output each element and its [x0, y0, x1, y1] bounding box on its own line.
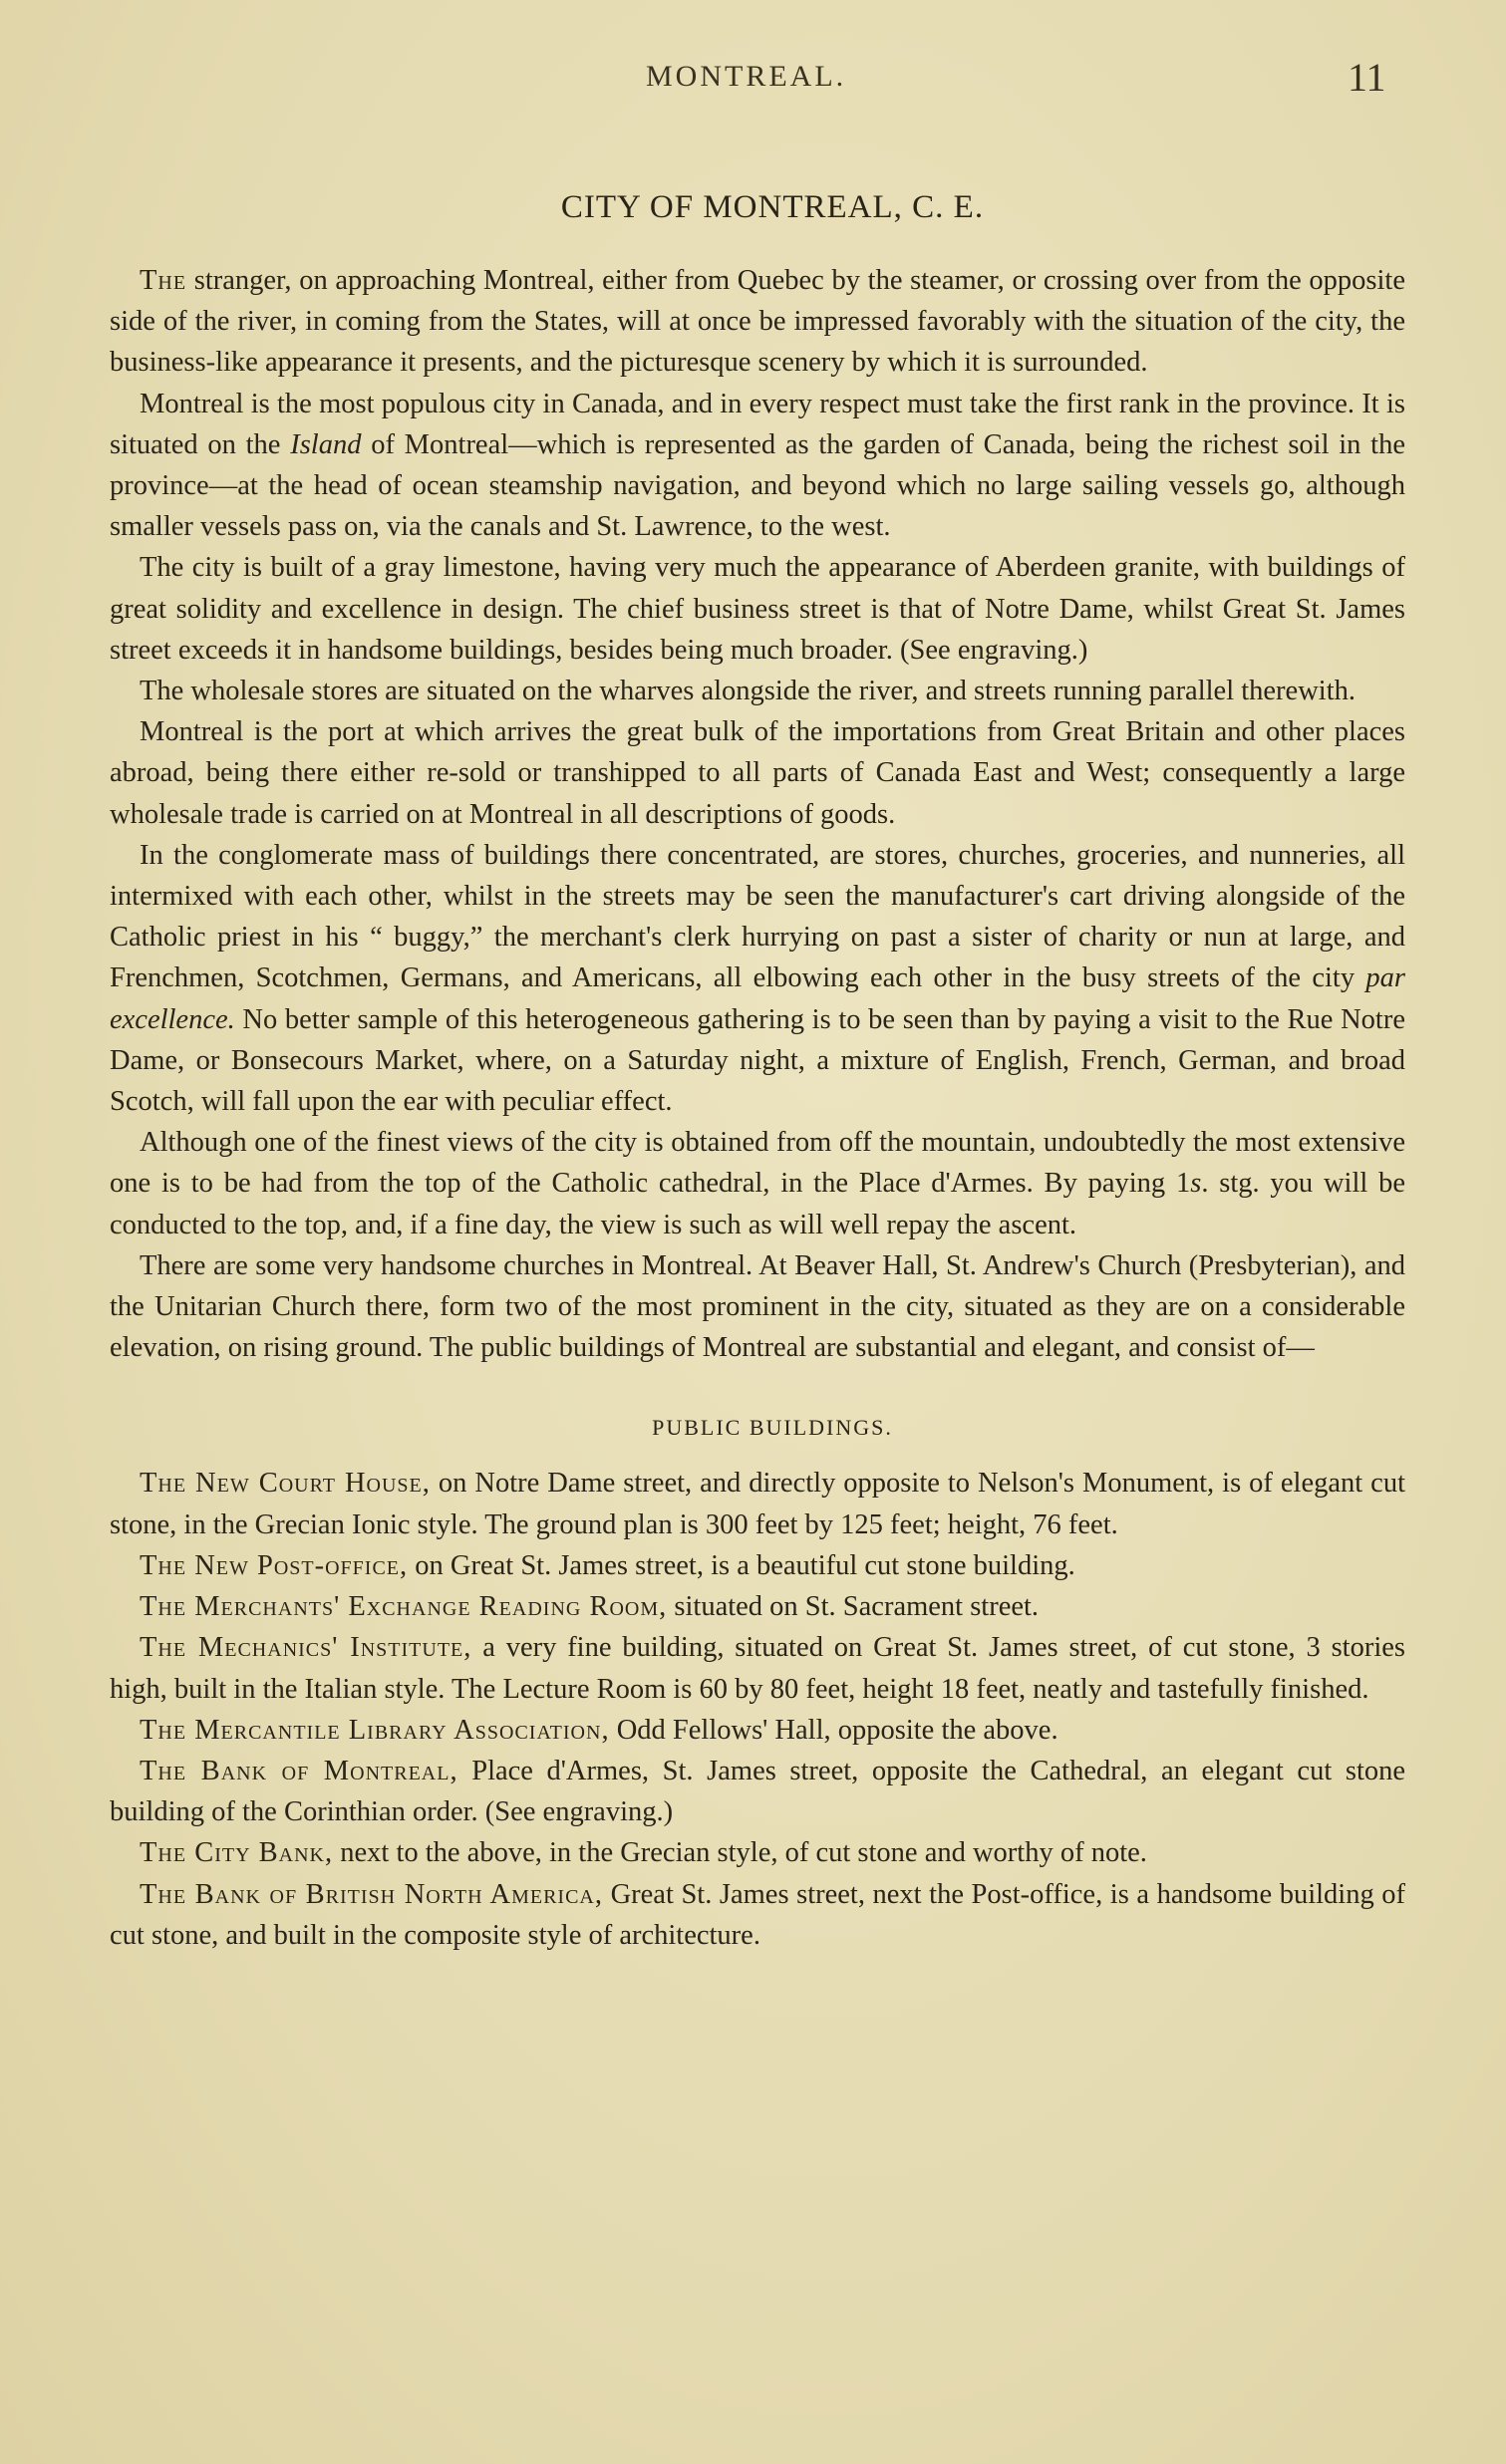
paragraph — [110, 384, 1405, 548]
building-entry — [110, 1627, 1405, 1709]
paragraph-emphasis: s — [1190, 1168, 1202, 1200]
building-name: The Mechanics' Institute, — [140, 1632, 472, 1664]
paragraph: There are some very handsome churches in Montreal. At Beaver Hall, St. Andrew's Church (Presbyterian), and the Unitarian Church there, form two of the most prominent in the city, situated as they are on a considerable elevation, on rising ground. The public buildings of Montreal are substantial and elegant, and consist of— — [110, 1249, 1405, 1364]
building-description: on Notre Dame street, and directly opposite to Nelson's Monument, is of elegant cut stone, in the Grecian Ionic style. The ground plan is 300 feet by 125 feet; height, 76 feet. — [110, 1468, 1405, 1540]
building-description: on Great St. James street, is a beautiful cut stone building. — [408, 1549, 1075, 1581]
paragraph — [110, 835, 1405, 1122]
building-description: a very fine building, situated on Great St. James street, of cut stone, 3 stories high, built in the Italian style. The Lecture Room is 60 by 80 feet, height 18 feet, neatly and tastefully finished. — [110, 1632, 1405, 1705]
paragraph-text: In the conglomerate mass of buildings there concentrated, are stores, churches, groceries, and nunneries, all intermixed with each other, whilst in the streets may be seen the manufacturer's cart driving alongside of the Catholic priest in his “ buggy,” the merchant's clerk hurrying on past a sister of charity or nun at large, and Frenchmen, Scotchmen, Germans, and Americans, all elbowing each other in the busy streets of the city — [110, 839, 1405, 994]
building-description: Great St. James street, next the Post-office, is a handsome building of cut stone, and built in the composite style of architecture. — [110, 1878, 1406, 1951]
paragraph-text: Although one of the finest views of the city is obtained from off the mountain, undoubtedly the most extensive one is to be had from the top of the Catholic cathedral, in the Place d'Armes. By paying 1 — [110, 1127, 1405, 1200]
paragraph: Montreal is the port at which arrives the great bulk of the importations from Great Britain and other places abroad, being there either re-sold or transhipped to all parts of Canada East and West; consequently a large wholesale trade is carried on at Montreal in all descriptions of goods. — [110, 716, 1405, 830]
running-head — [0, 55, 1506, 100]
building-name: The Merchants' Exchange Reading Room, — [140, 1591, 668, 1623]
paragraph: The wholesale stores are situated on the wharves alongside the river, and streets running parallel therewith. — [140, 676, 1355, 707]
chapter-title: CITY OF MONTREAL, C. E. — [560, 189, 985, 225]
section-title: PUBLIC BUILDINGS. — [652, 1415, 893, 1441]
paragraph-text: . stg. you will be conducted to the top, and, if a fine day, the view is such as will well repay the ascent. — [110, 1168, 1405, 1240]
building-name: The New Post-office, — [140, 1549, 409, 1581]
building-name: The Bank of British North America, — [140, 1878, 604, 1910]
paragraph: The city is built of a gray limestone, having very much the appearance of Aberdeen granite, with buildings of great solidity and excellence in design. The chief business street is that of Notre Dame, whilst Great St. James street exceeds it in handsome buildings, besides being much broader. (See engraving.) — [110, 552, 1405, 666]
building-entry — [110, 1832, 1405, 1873]
page-body — [110, 189, 1405, 1956]
paragraph-text: Montreal is the most populous city in Canada, and in every respect must take the first rank in the province. It is situated on the — [110, 388, 1405, 460]
building-name: The City Bank, — [140, 1837, 334, 1869]
building-entry — [110, 1545, 1405, 1586]
paragraph-emphasis: par excellence. — [110, 962, 1405, 1035]
building-name: The Mercantile Library Association, — [140, 1714, 610, 1746]
building-entry — [110, 1710, 1405, 1751]
building-entry — [110, 1586, 1405, 1627]
building-entry — [110, 1751, 1405, 1832]
paragraph-text: of Montreal—which is represented as the garden of Canada, being the richest soil in the province—at the head of ocean steamship navigation, and beyond which no large sailing vessels go, although smaller vessels pass on, via the canals and St. Lawrence, to the west. — [110, 428, 1405, 543]
building-description: next to the above, in the Grecian style, of cut stone and worthy of note. — [333, 1837, 1147, 1869]
building-name: The Bank of Montreal, — [140, 1755, 458, 1786]
building-entry — [110, 1874, 1405, 1956]
paragraph-lead: The — [140, 265, 187, 296]
page-number: 11 — [1348, 55, 1386, 100]
building-description: situated on St. Sacrament street. — [667, 1591, 1040, 1623]
paragraph — [110, 1122, 1405, 1245]
building-name: The New Court House, — [140, 1468, 431, 1500]
building-description: Odd Fellows' Hall, opposite the above. — [609, 1714, 1058, 1746]
running-title: MONTREAL. — [646, 60, 847, 93]
paragraph — [110, 260, 1405, 384]
paragraph-text: stranger, on approaching Montreal, either from Quebec by the steamer, or crossing over from the opposite side of the river, in coming from the States, will at once be impressed favorably with the situation of the city, the business-like appearance it presents, and the picturesque scenery by which it is surrounded. — [110, 265, 1405, 379]
paragraph-text: No better sample of this heterogeneous gathering is to be seen than by paying a visit to the Rue Notre Dame, or Bonsecours Market, where, on a Saturday night, a mixture of English, French, German, and broad Scotch, will fall upon the ear with peculiar effect. — [110, 1003, 1405, 1118]
building-entry — [110, 1463, 1405, 1544]
building-description: Place d'Armes, St. James street, opposite the Cathedral, an elegant cut stone building of the Corinthian order. (See engraving.) — [110, 1755, 1406, 1828]
paragraph-emphasis: Island — [290, 428, 362, 460]
